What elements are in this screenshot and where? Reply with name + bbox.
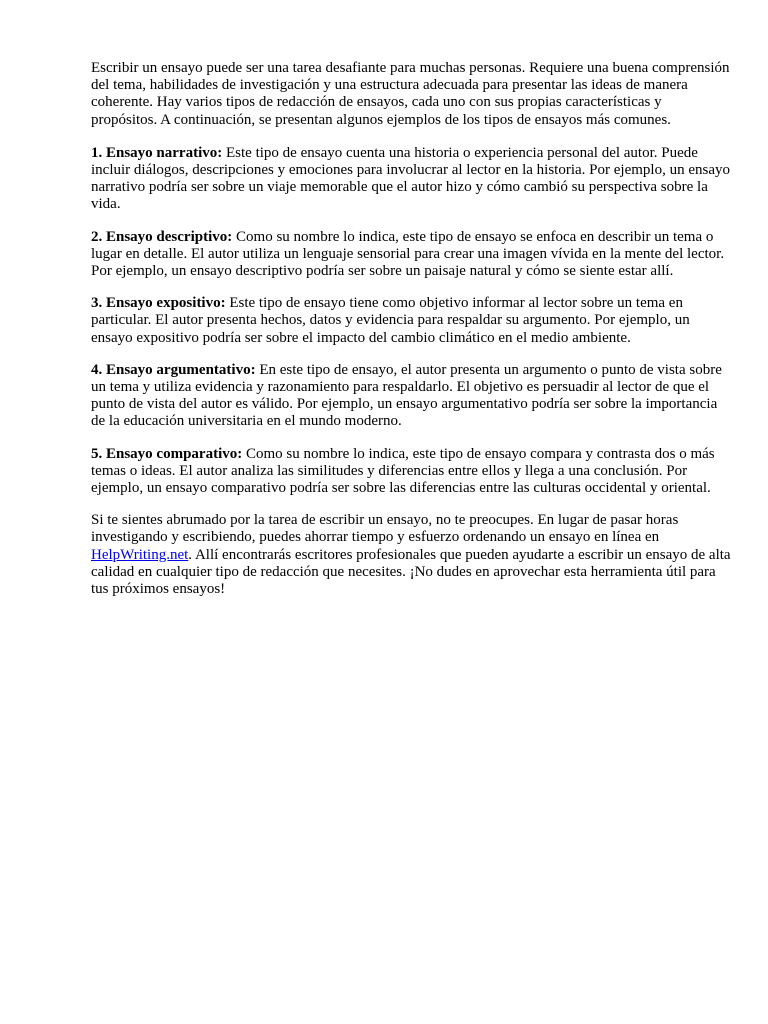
essay-type-expositivo bbox=[91, 295, 731, 347]
closing-text-after-link: . Allí encontrarás escritores profesionales que pueden ayudarte a escribir un ensayo de alta calidad en cualquier tipo de redacción que necesites. ¡No dudes en aprovechar esta herramienta útil para tus próximos ensayos! bbox=[91, 546, 731, 598]
essay-type-title: 1. Ensayo narrativo: bbox=[91, 144, 223, 161]
essay-type-narrativo bbox=[91, 145, 731, 214]
essay-type-title: 4. Ensayo argumentativo: bbox=[91, 361, 256, 378]
document-page bbox=[91, 60, 731, 613]
essay-type-description: Este tipo de ensayo cuenta una historia o experiencia personal del autor. Puede incluir diálogos, descripciones y emociones para involucrar al lector en la historia. Por ejemplo, un ensayo narrativo podría ser sobre un viaje memorable que el autor hizo y cómo cambió su perspectiva sobre la vida. bbox=[91, 144, 730, 213]
essay-type-description: En este tipo de ensayo, el autor presenta un argumento o punto de vista sobre un tema y utiliza evidencia y razonamiento para respaldarlo. El objetivo es persuadir al lector de que el punto de vista del autor es válido. Por ejemplo, un ensayo argumentativo podría ser sobre la importancia de la educación universitaria en el mundo moderno. bbox=[91, 361, 722, 430]
essay-type-description: Como su nombre lo indica, este tipo de ensayo compara y contrasta dos o más temas o ideas. El autor analiza las similitudes y diferencias entre ellos y llega a una conclusión. Por ejemplo, un ensayo comparativo podría ser sobre las diferencias entre las culturas occidental y oriental. bbox=[91, 445, 715, 497]
closing-text-before-link: Si te sientes abrumado por la tarea de escribir un ensayo, no te preocupes. En lugar de pasar horas investigando y escribiendo, puedes ahorrar tiempo y esfuerzo ordenando un ensayo en línea en bbox=[91, 512, 679, 546]
essay-type-argumentativo bbox=[91, 362, 731, 431]
essay-type-title: 2. Ensayo descriptivo: bbox=[91, 228, 233, 245]
essay-type-title: 5. Ensayo comparativo: bbox=[91, 445, 243, 462]
essay-type-description: Este tipo de ensayo tiene como objetivo informar al lector sobre un tema en particular. El autor presenta hechos, datos y evidencia para respaldar su argumento. Por ejemplo, un ensayo expositivo podría ser sobre el impacto del cambio climático en el medio ambiente. bbox=[91, 295, 690, 346]
essay-type-comparativo bbox=[91, 446, 731, 498]
essay-type-description: Como su nombre lo indica, este tipo de ensayo se enfoca en describir un tema o lugar en detalle. El autor utiliza un lenguaje sensorial para crear una imagen vívida en la mente del lector. Por ejemplo, un ensayo descriptivo podría ser sobre un paisaje natural y cómo se siente estar allí. bbox=[91, 228, 725, 280]
closing-paragraph bbox=[91, 512, 731, 598]
intro-paragraph: Escribir un ensayo puede ser una tarea desafiante para muchas personas. Requiere una buena comprensión del tema, habilidades de investigación y una estructura adecuada para presentar las ideas de manera coherente. Hay varios tipos de redacción de ensayos, cada uno con sus propias características y propósitos. A continuación, se presentan algunos ejemplos de los tipos de ensayos más comunes. bbox=[91, 60, 730, 128]
essay-type-descriptivo bbox=[91, 229, 731, 281]
essay-type-title: 3. Ensayo expositivo: bbox=[91, 295, 226, 312]
helpwriting-link[interactable]: HelpWriting.net bbox=[91, 546, 189, 563]
